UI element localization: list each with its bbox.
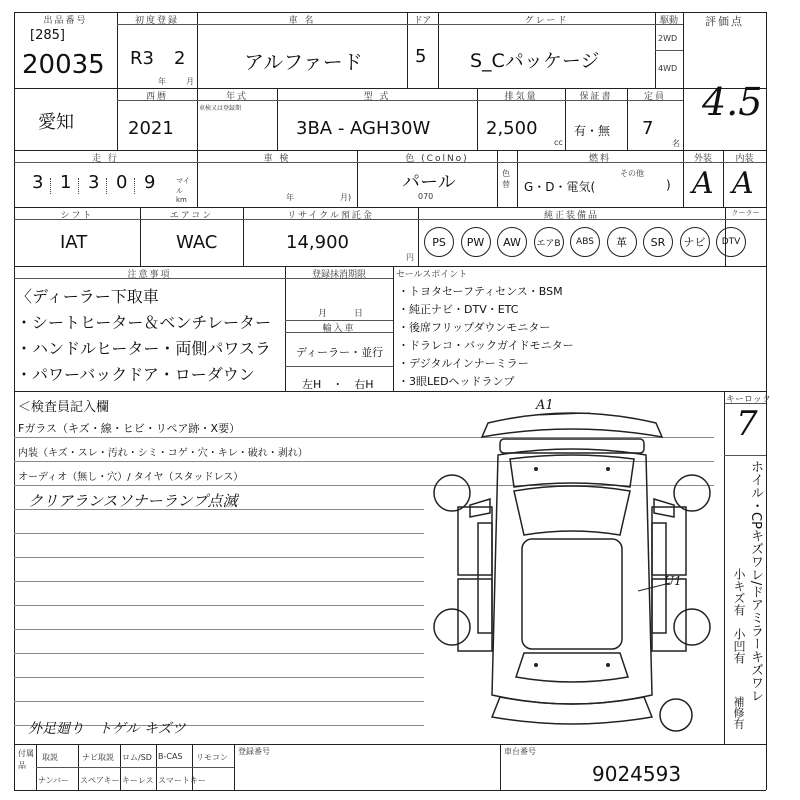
acc-number-plate: ナンバー [38, 776, 70, 785]
equipment-label: 純正装備品 [543, 211, 599, 221]
mileage-digit: 0 [116, 172, 128, 193]
equipment-list [424, 226, 764, 258]
model-code: 3BA - AGH30W [296, 118, 431, 139]
acc-keyless: キーレス [122, 776, 154, 785]
reg-period-label: 登録抹消期限 [311, 270, 366, 280]
equipment-item: ABS [570, 227, 600, 257]
side-note-1: ホイル・CPキズワレ/ドアミラーキズワレ [748, 460, 763, 703]
mileage-digit: 1 [60, 172, 72, 193]
inspector-audio-tire: オーディオ（無し・穴）/ タイヤ（スタッドレス） [18, 472, 244, 483]
score-label: 評価点 [705, 15, 744, 28]
drive-2wd: 2WD [658, 34, 678, 43]
car-name: アルファード [244, 50, 363, 74]
key-lock-mark: 7 [736, 404, 758, 444]
inspector-title: ＜検査員記入欄 [18, 400, 110, 415]
mileage [26, 172, 176, 198]
model-year-label: 年式 [225, 92, 248, 102]
note-2: ・シートヒーター＆ベンチレーター [16, 313, 272, 332]
interior-label: 内装 [735, 154, 754, 164]
color-label: 色 (ColNo) [405, 154, 469, 164]
accessories-label: 付属品 [18, 749, 34, 770]
registration-label: 登録番号 [238, 747, 270, 756]
region: 愛知 [38, 112, 74, 133]
first-reg-month: 2 [174, 48, 186, 69]
acc-rom-sd: ロム/SD [122, 753, 152, 762]
side-note-3: 補修有 [732, 696, 745, 729]
keys-label: キーロック [726, 395, 771, 405]
mileage-digit: 3 [88, 172, 100, 193]
shift-label: シフト [60, 211, 94, 221]
grade: S_Cパッケージ [470, 50, 600, 72]
mileage-digit: 3 [32, 172, 44, 193]
mileage-unit: マイル km [176, 177, 190, 204]
inspection-label: 車 検 [263, 154, 291, 164]
lot-number: 20035 [22, 50, 105, 80]
first-reg-label: 初度登録 [134, 16, 179, 26]
mileage-separator [106, 178, 107, 194]
mileage-separator [50, 178, 51, 194]
exterior-label: 外装 [693, 154, 712, 164]
chassis-number: 9024593 [592, 762, 682, 786]
side-note-2: 小キズ有 小凹有 [732, 568, 746, 664]
dealer-or-parallel: ディーラー・並行 [296, 346, 384, 359]
inspector-glass: Fガラス（キズ・線・ヒビ・リペア跡・X要） [18, 422, 241, 435]
cc-unit: cc [554, 138, 563, 147]
equipment-item: SR [643, 227, 673, 257]
mileage-digit: 9 [144, 172, 156, 193]
acc-spare-key: スペアキー [80, 776, 120, 785]
color-no: 070 [418, 192, 434, 201]
fuel-close: ) [666, 178, 671, 192]
capacity-label: 定員 [643, 92, 666, 102]
inspector-handwritten: クリアランスソナーランプ点滅 [28, 492, 238, 510]
handle-side: 左H ・ 右H [302, 378, 374, 391]
drive-label: 駆動 [659, 16, 678, 26]
model-label: 型 式 [363, 92, 391, 102]
doors-label: ドア [413, 16, 432, 26]
note-1: 〈ディーラー下取車 [16, 287, 159, 306]
note-4: ・パワーバックドア・ローダウン [16, 365, 255, 384]
recycle-label: リサイクル預託金 [287, 211, 374, 221]
color-change: 色 替 [502, 169, 510, 189]
aircon: WAC [176, 232, 218, 253]
chassis-label: 車台番号 [504, 747, 536, 756]
equipment-item: ナビ [680, 227, 710, 257]
acc-manual: 取説 [42, 753, 58, 762]
grade-label: グレード [524, 16, 569, 26]
sales-points-label: セールスポイント [396, 270, 468, 280]
warranty: 有・無 [574, 124, 611, 138]
note-3: ・ハンドルヒーター・両側パワスラ [16, 339, 271, 358]
lot-prefix: [285] [30, 28, 65, 43]
car-diagram [430, 395, 715, 740]
sales-point-6: ・3眼LEDヘッドランプ [398, 375, 515, 388]
notes-label: 注意事項 [127, 270, 172, 280]
color: パール [402, 172, 456, 193]
equipment-item: DTV [716, 227, 746, 257]
sales-point-2: ・純正ナビ・DTV・ETC [398, 303, 519, 316]
year-label: 西暦 [145, 92, 168, 102]
month-unit: 月 [186, 77, 194, 86]
doors: 5 [415, 46, 427, 67]
damage-mark-u1: U1 [664, 574, 682, 588]
inspector-interior: 内装（キズ・スレ・汚れ・シミ・コゲ・穴・キレ・破れ・剥れ） [18, 448, 308, 459]
fuel-other: その他 [620, 169, 644, 178]
equipment-item: PS [424, 227, 454, 257]
equipment-item: PW [461, 227, 491, 257]
mileage-label: 走 行 [92, 154, 119, 164]
drive-4wd: 4WD [658, 64, 678, 73]
car-name-label: 車 名 [288, 16, 316, 26]
shift: IAT [60, 232, 88, 253]
displacement: 2,500 [486, 118, 538, 139]
damage-mark-a1: A1 [536, 398, 554, 413]
capacity-unit: 名 [672, 139, 680, 148]
equipment-item: エアB [534, 227, 564, 257]
acc-remote: リモコン [196, 753, 228, 762]
equipment-item: AW [497, 227, 527, 257]
inspection-year: 年 [286, 193, 294, 202]
warranty-label: 保証書 [579, 92, 613, 102]
acc-bcas: B-CAS [158, 752, 183, 761]
first-reg-era: R3 [130, 48, 154, 69]
recycle-unit: 円 [406, 253, 414, 262]
exterior-grade: A [692, 166, 714, 201]
sales-point-3: ・後席フリップダウンモニター [398, 321, 551, 334]
acc-navi-manual: ナビ取説 [82, 753, 114, 762]
sales-point-1: ・トヨタセーフティセンス・BSM [398, 285, 563, 298]
inspection-month: 月) [340, 193, 352, 202]
year-unit: 年 [158, 77, 166, 86]
reg-month-day: 月 日 [318, 309, 364, 319]
score: 4.5 [702, 80, 763, 124]
recycle-fee: 14,900 [286, 232, 349, 253]
aircon-label: エアコン [169, 211, 214, 221]
displacement-label: 排気量 [504, 92, 538, 102]
sales-point-4: ・ドラレコ・バックガイドモニター [398, 339, 574, 352]
cooler-label: クーラー [731, 209, 760, 217]
equipment-item: 革 [607, 227, 637, 257]
sales-point-5: ・デジタルインナーミラー [398, 357, 529, 370]
mileage-separator [78, 178, 79, 194]
acc-smart-key: スマートキー [158, 776, 206, 785]
model-year-note: 車検又は登録期 [199, 105, 242, 112]
fuel-label: 燃料 [588, 154, 611, 164]
year: 2021 [128, 118, 174, 139]
lot-label: 出品番号 [43, 16, 88, 26]
import-label: 輸入車 [322, 324, 356, 334]
interior-grade: A [732, 166, 754, 201]
mileage-separator [134, 178, 135, 194]
fuel: G・D・電気( [524, 180, 596, 194]
inspector-handwritten-bottom: 外足廻り トゲル キズツ [28, 721, 186, 737]
capacity: 7 [642, 118, 654, 139]
